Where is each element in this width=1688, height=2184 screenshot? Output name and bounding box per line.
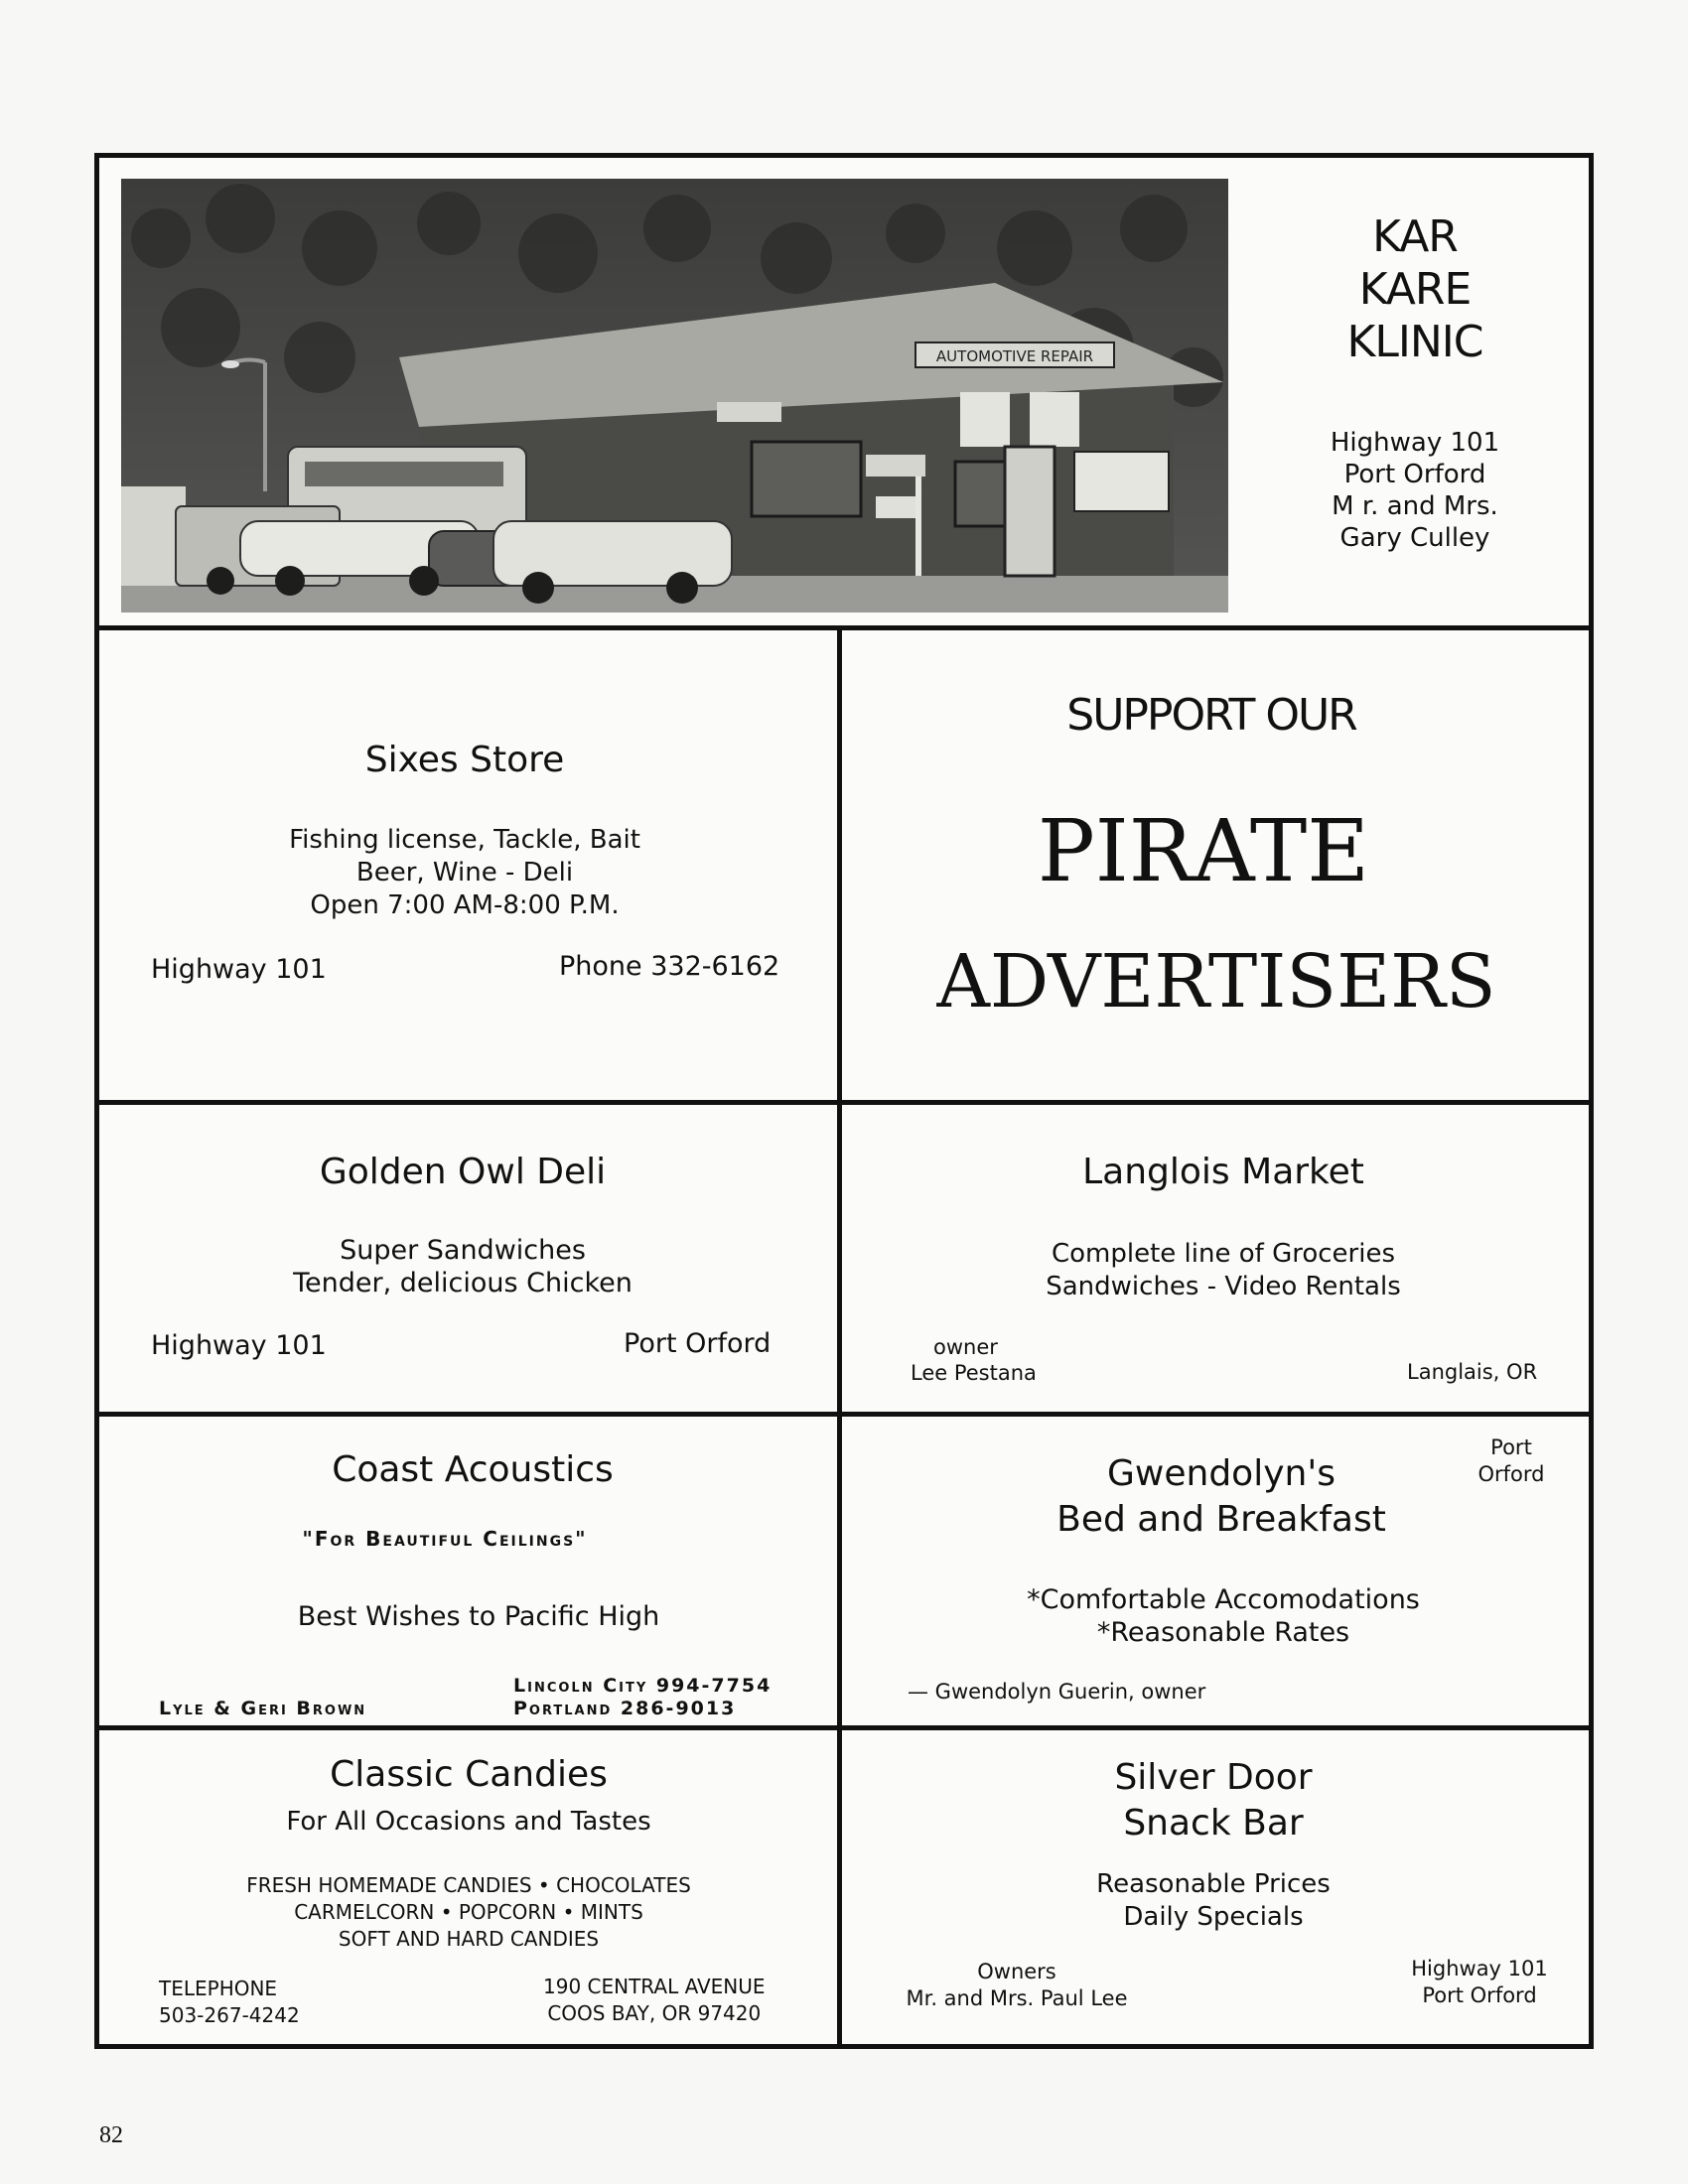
name-line: KARE [1358, 264, 1472, 315]
address-line: Port Orford [1343, 460, 1486, 489]
product-line: SOFT AND HARD CANDIES [338, 1927, 600, 1951]
sixes-store-details [289, 824, 640, 922]
owners-line: Mr. and Mrs. Paul Lee [906, 1986, 1128, 2010]
telephone-line: TELEPHONE [159, 1977, 278, 2000]
divider [94, 1412, 1594, 1417]
name-line: Snack Bar [1123, 1803, 1304, 1843]
divider [94, 1725, 1594, 1730]
name-line: KLINIC [1346, 317, 1483, 367]
owners-line: Owners [977, 1960, 1056, 1983]
sixes-store-phone: Phone 332-6162 [559, 951, 780, 982]
detail-line: Daily Specials [1123, 1902, 1304, 1932]
detail-line: Open 7:00 AM-8:00 P.M. [310, 890, 620, 920]
product-line: FRESH HOMEMADE CANDIES • CHOCOLATES [246, 1873, 691, 1897]
silver-door-details [1096, 1868, 1331, 1934]
detail-line: Reasonable Prices [1096, 1869, 1331, 1899]
sixes-store-address: Highway 101 [151, 954, 327, 985]
name-line: Silver Door [1114, 1757, 1313, 1798]
location-line: Port [1490, 1435, 1532, 1459]
kar-kare-klinic-address [1331, 427, 1499, 554]
location-line: Orford [1477, 1462, 1545, 1486]
langlois-market-name: Langlois Market [1082, 1152, 1364, 1192]
address-line: Highway 101 [1330, 428, 1500, 458]
classic-candies-telephone [159, 1976, 300, 2029]
gwendolyn-owner: — Gwendolyn Guerin, owner [908, 1680, 1206, 1704]
langlois-market-details [1046, 1238, 1401, 1303]
name-line: KAR [1372, 211, 1458, 262]
coast-acoustics-tagline: "For Beautiful Ceilings" [302, 1527, 588, 1551]
silver-door-name [1114, 1755, 1312, 1846]
automotive-repair-shop-photo [121, 179, 1228, 613]
telephone-line: 503-267-4242 [159, 2003, 300, 2027]
sixes-store-name: Sixes Store [364, 740, 565, 780]
coast-acoustics-phone-lincoln: Lincoln City 994-7754 [513, 1675, 773, 1697]
coast-acoustics-phone-portland: Portland 286-9013 [513, 1698, 737, 1719]
detail-line: *Reasonable Rates [1096, 1617, 1350, 1648]
classic-candies-address [543, 1974, 766, 2027]
gwendolyn-details [1027, 1583, 1420, 1649]
langlois-owner-label: owner [933, 1335, 998, 1359]
advertisers-heading: ADVERTISERS [936, 939, 1496, 1024]
classic-candies-products [246, 1872, 691, 1953]
coast-acoustics-name: Coast Acoustics [332, 1449, 614, 1490]
pirate-heading: PIRATE [1037, 802, 1370, 901]
detail-line: Complete line of Groceries [1051, 1239, 1395, 1269]
divider [94, 1100, 1594, 1105]
gwendolyn-location [1478, 1434, 1545, 1488]
product-line: CARMELCORN • POPCORN • MINTS [294, 1900, 643, 1924]
langlois-town: Langlais, OR [1407, 1360, 1538, 1384]
coast-acoustics-wish: Best Wishes to Pacific High [297, 1601, 660, 1632]
gwendolyn-name [1056, 1451, 1386, 1543]
support-heading: SUPPORT OUR [1066, 690, 1356, 741]
address-line: M r. and Mrs. [1332, 491, 1498, 521]
golden-owl-town: Port Orford [624, 1328, 772, 1359]
kar-kare-klinic-name [1347, 210, 1483, 368]
detail-line: Sandwiches - Video Rentals [1046, 1272, 1401, 1301]
detail-line: Beer, Wine - Deli [355, 858, 574, 887]
detail-line: Fishing license, Tackle, Bait [289, 825, 640, 855]
page-number: 82 [99, 2122, 123, 2148]
classic-candies-name: Classic Candies [330, 1754, 608, 1795]
divider [837, 625, 842, 2049]
detail-line: Super Sandwiches [340, 1235, 586, 1266]
golden-owl-details [293, 1234, 633, 1299]
address-line: Gary Culley [1339, 523, 1490, 553]
address-line: 190 CENTRAL AVENUE [543, 1975, 766, 1998]
address-line: Highway 101 [1411, 1957, 1548, 1980]
detail-line: *Comfortable Accomodations [1027, 1584, 1420, 1615]
classic-candies-subtitle: For All Occasions and Tastes [286, 1807, 651, 1837]
name-line: Gwendolyn's [1107, 1453, 1336, 1494]
golden-owl-address: Highway 101 [151, 1330, 327, 1361]
silver-door-address [1411, 1956, 1548, 2009]
coast-acoustics-owners: Lyle & Geri Brown [159, 1698, 367, 1719]
divider [94, 625, 1594, 630]
name-line: Bed and Breakfast [1056, 1499, 1386, 1540]
langlois-owner: Lee Pestana [911, 1361, 1037, 1385]
detail-line: Tender, delicious Chicken [293, 1268, 633, 1298]
automotive-repair-sign: AUTOMOTIVE REPAIR [935, 347, 1094, 365]
silver-door-owners [907, 1959, 1128, 2012]
address-line: Port Orford [1422, 1983, 1537, 2007]
golden-owl-name: Golden Owl Deli [319, 1152, 607, 1192]
address-line: COOS BAY, OR 97420 [547, 2001, 762, 2025]
